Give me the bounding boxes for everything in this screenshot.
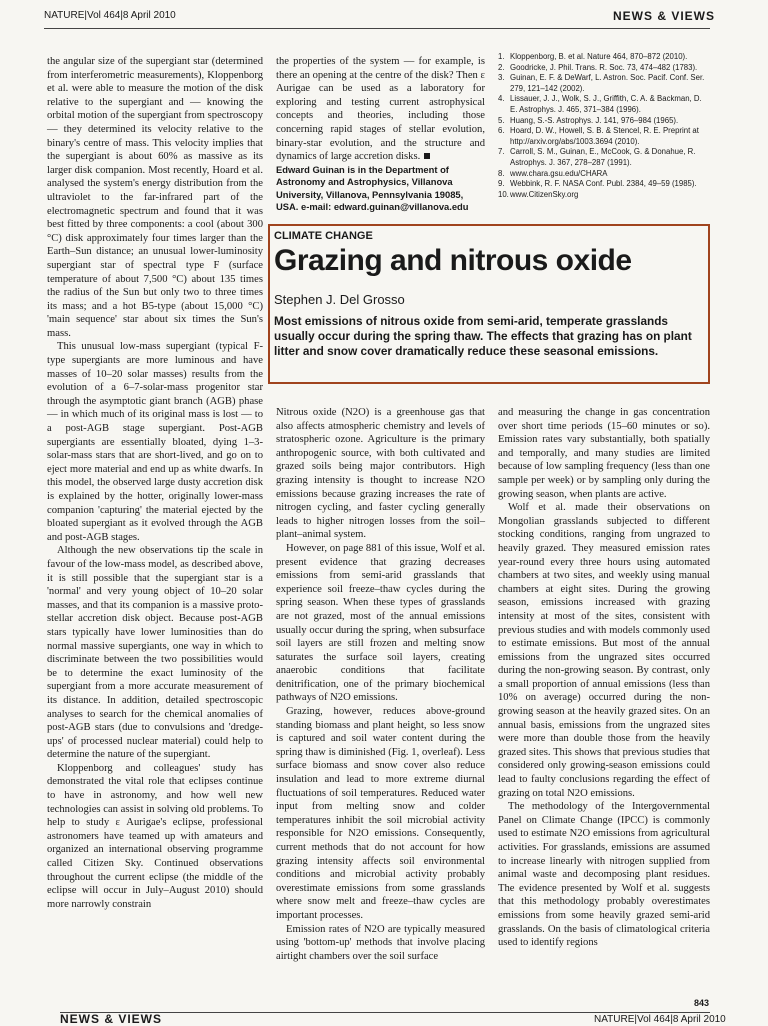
paragraph: Emission rates of N2O are typically measured using 'bottom-up' methods that involve placing airtight chambers over the soil surface <box>276 923 485 962</box>
reference-number: 9. <box>498 179 505 189</box>
reference-number: 2. <box>498 62 505 72</box>
paragraph: This unusual low-mass supergiant (typical F-type supergiants are more luminous and have masses of 10–20 solar masses) results from the evolution of a 6–7-solar-mass progenitor star through the asymptotic giant branch (AGB) phase — in which much of its original mass is lost — to a post-AGB stage supergiant. Post-AGB supergiants are essentially bloated, dying 1–3-solar-mass stars that are short-lived, and go on to eject more material and end up as white dwarfs. In this model, the observed large dusty accretion disk is explained by the hotter, originally lower-mass companion 'capturing' the material ejected by the bloated supergiant as it evolved through the AGB and post-AGB stages. <box>47 341 263 543</box>
reference-number: 6. <box>498 126 505 136</box>
paragraph <box>276 55 485 164</box>
column-2-top <box>276 55 485 213</box>
reference-text: Webbink, R. F. NASA Conf. Publ. 2384, 49–59 (1985). <box>510 179 697 189</box>
column-1 <box>47 55 263 911</box>
reference-text: Carroll, S. M., Guinan, E., McCook, G. & Donahue, R. Astrophys. J. 367, 278–287 (1991). <box>510 147 696 167</box>
reference-item <box>498 147 710 168</box>
article-header-box <box>268 224 710 384</box>
closing-text: the properties of the system — for example, is there an opening at the centre of the disk? Then ε Aurigae can be used as a laboratory for exploring and testing current astrophysical concepts and theories, including those concerning rapid stages of stellar evolution, binary-star evolution, and the structure and dynamics of large accretion disks. <box>276 56 485 163</box>
reference-item <box>498 179 710 190</box>
references-list <box>498 52 710 200</box>
reference-text: Lissauer, J. J., Wolk, S. J., Griffith, C. A. & Backman, D. E. Astrophys. J. 465, 371–384 (1996). <box>510 94 702 114</box>
paragraph: Grazing, however, reduces above-ground standing biomass and plant height, so less snow is captured and soil water content during the spring thaw is diminished (Fig. 1, overleaf). Less surface biomass and snow cover also reduce insulation and lead to more extreme diurnal fluctuations of soil temperatures. Reduced water input from melting snow and colder temperatures inhibit the soil microbial activity responsible for N2O emissions. Consequently, current methods that do not account for how grazing intensity affects soil environmental conditions and microbial activity probably overestimate emissions from some grasslands where snow melt and freeze–thaw cycles are important processes. <box>276 706 485 921</box>
paragraph: Kloppenborg and colleagues' study has demonstrated the vital role that eclipses continue to have in astronomy, and how well new technologies can assist in solving old problems. To help to study ε Aurigae's eclipse, professional astronomers have teamed up with amateurs and organized an international observing programme called Citizen Sky. Continued observations throughout the current eclipse (the middle of the eclipse will occur in July–August 2010) should more narrowly constrain <box>47 762 263 910</box>
article-author: Stephen J. Del Grosso <box>274 292 405 307</box>
running-header-section: NEWS & VIEWS <box>613 9 716 23</box>
reference-text: www.CitizenSky.org <box>510 189 579 199</box>
reference-text: Goodricke, J. Phil. Trans. R. Soc. 73, 474–482 (1783). <box>510 62 698 72</box>
paragraph: Wolf et al. made their observations on Mongolian grasslands subjected to different stocking conditions, ranging from ungrazed to heavily grazed. They measured emission rates year-round every three hours using automated chambers at two sites, and weekly using manual chambers at eight sites. During the growing season, emissions increased with grazing intensity at most of the sites, consistent with previous studies and with models commonly used to estimate emissions. But most of the annual emissions from the ungrazed sites occurred during the non-growing season. By contrast, only a small proportion of annual emissions (less than 10% on average) occurred during the non-growing season at the heavily grazed sites. On an annual basis, emissions from the ungrazed sites were more than double those from the heavily grazed sites. This shows that previous studies that considered only growing-season emissions could lead to faulty conclusions regarding the effect of grazing on total N2O emissions. <box>498 502 710 799</box>
reference-number: 1. <box>498 52 505 61</box>
standfirst: Most emissions of nitrous oxide from semi-arid, temperate grasslands usually occur during the spring thaw. The effects that grazing has on plant litter and snow cover dramatically reduce these seasonal emissions. <box>274 314 692 358</box>
footer-section: NEWS & VIEWS <box>60 1012 163 1026</box>
reference-item <box>498 73 710 94</box>
footer-journal: NATURE|Vol 464|8 April 2010 <box>594 1014 726 1025</box>
reference-number: 10. <box>498 189 509 199</box>
running-header-journal: NATURE|Vol 464|8 April 2010 <box>44 10 176 21</box>
reference-text: www.chara.gsu.edu/CHARA <box>510 168 608 178</box>
paragraph: Although the new observations tip the scale in favour of the low-mass model, as described above, it is still possible that the supergiant star is a 'normal' and very young object of 10–20 solar masses, and that its companion is a massive proto-stellar accretion disk object. Because post-AGB stars typically have lower luminosities than do normal massive supergiants, one way in which to discriminate between the two possibilities would be to determine the exact luminosity of the supergiant from a more accurate measurement of its distance. In addition, detailed spectroscopic analyses to search for the chemical anomalies of post-AGB stars (due to convulsions and 'dredge-ups' of processed nuclear material) could help to determine the nature of the supergiant. <box>47 545 263 761</box>
paragraph: the angular size of the supergiant star (determined from interferometric measurements), Kloppenborg et al. were able to measure the motion of the disk relative to the supergiant and — knowing the orbital motion of the supergiant from spectroscopy — they determined its velocity relative to the binary's centre of mass. This velocity implies that the supergiant is about 60% as massive as its larger disk companion. Most recently, Hoard et al. analysed the system's energy distribution from the ultraviolet to the far-infrared part of the electromagnetic spectrum and found that it was best fitted by three components: a cool (about 300 °C) disk approximately four times larger than the Earth–Sun distance; an unusual lower-luminosity supergiant star of spectral type F (surface temperature of about 7,500 °C) about 135 times the radius of the Sun but only two to three times its mass; and a hot B5-type (about 15,000 °C) 'main sequence' star about six times the Sun's mass. <box>47 56 263 339</box>
reference-number: 5. <box>498 115 505 125</box>
author-bio: Edward Guinan is in the Department of Astronomy and Astrophysics, Villanova University, Villanova, Pennsylvania 19085, USA. e-mail: edward.guinan@villanova.edu <box>276 163 469 212</box>
header-rule <box>44 28 710 29</box>
reference-text: Guinan, E. F. & DeWarf, L. Astron. Soc. Pacif. Conf. Ser. 279, 121–142 (2002). <box>510 73 705 93</box>
column-2-body <box>276 406 485 963</box>
paragraph: The methodology of the Intergovernmental Panel on Climate Change (IPCC) is commonly used to estimate N2O emissions from agricultural activities. For grasslands, emissions are assumed to increase linearly with nitrogen supplied from animal waste and decomposing plant residues. The evidence presented by Wolf et al. suggests that this methodology probably overestimates emissions from some heavily grazed semi-arid grasslands. On the basis of climatological criteria used to identify regions <box>498 801 710 949</box>
reference-item <box>498 169 710 180</box>
reference-item <box>498 116 710 127</box>
reference-number: 8. <box>498 168 505 178</box>
reference-number: 3. <box>498 73 505 83</box>
reference-text: Huang, S.-S. Astrophys. J. 141, 976–984 (1965). <box>510 115 679 125</box>
section-kicker: CLIMATE CHANGE <box>274 230 373 242</box>
reference-number: 7. <box>498 147 505 157</box>
column-3-body <box>498 406 710 950</box>
reference-number: 4. <box>498 94 505 104</box>
article-title: Grazing and nitrous oxide <box>274 244 632 277</box>
reference-item <box>498 190 710 201</box>
paragraph: Nitrous oxide (N2O) is a greenhouse gas that also affects atmospheric chemistry and levels of stratospheric ozone. Agriculture is the primary anthropogenic source, with both cultivated and grazed soils being major contributors. High grazing intensity is thought to increase N2O emissions because grazing increases the rate of nitrogen cycling, and faster cycling generally leads to higher nitrogen losses from the soil–plant–animal system. <box>276 407 485 541</box>
reference-text: Hoard, D. W., Howell, S. B. & Stencel, R. E. Preprint at http://arxiv.org/abs/1003.3694 (2010). <box>510 126 699 146</box>
reference-item <box>498 52 710 63</box>
paragraph: and measuring the change in gas concentration over short time periods (15–60 minutes or so). Emission rates vary substantially, both spatially and temporally, and many studies are limited because of low sampling frequency (less than one sample per week) or by sampling only during the growing season, when plants are active. <box>498 407 710 500</box>
reference-item <box>498 94 710 115</box>
reference-item <box>498 63 710 74</box>
reference-text: Kloppenborg, B. et al. Nature 464, 870–872 (2010). <box>510 52 688 61</box>
paragraph: However, on page 881 of this issue, Wolf et al. present evidence that grazing decreases emissions from semi-arid grasslands that experience soil freeze–thaw cycles during the spring season. When these types of grasslands are not grazed, most of the annual emissions usually occur during the spring, when subsurface soil layers are still frozen and melting snow saturates the surface soil layers, creating anaerobic conditions that facilitate denitrification, one of the primary biochemical pathways of N2O emissions. <box>276 542 485 704</box>
end-mark <box>424 153 430 159</box>
page-number: 843 <box>694 998 710 1008</box>
reference-item <box>498 126 710 147</box>
